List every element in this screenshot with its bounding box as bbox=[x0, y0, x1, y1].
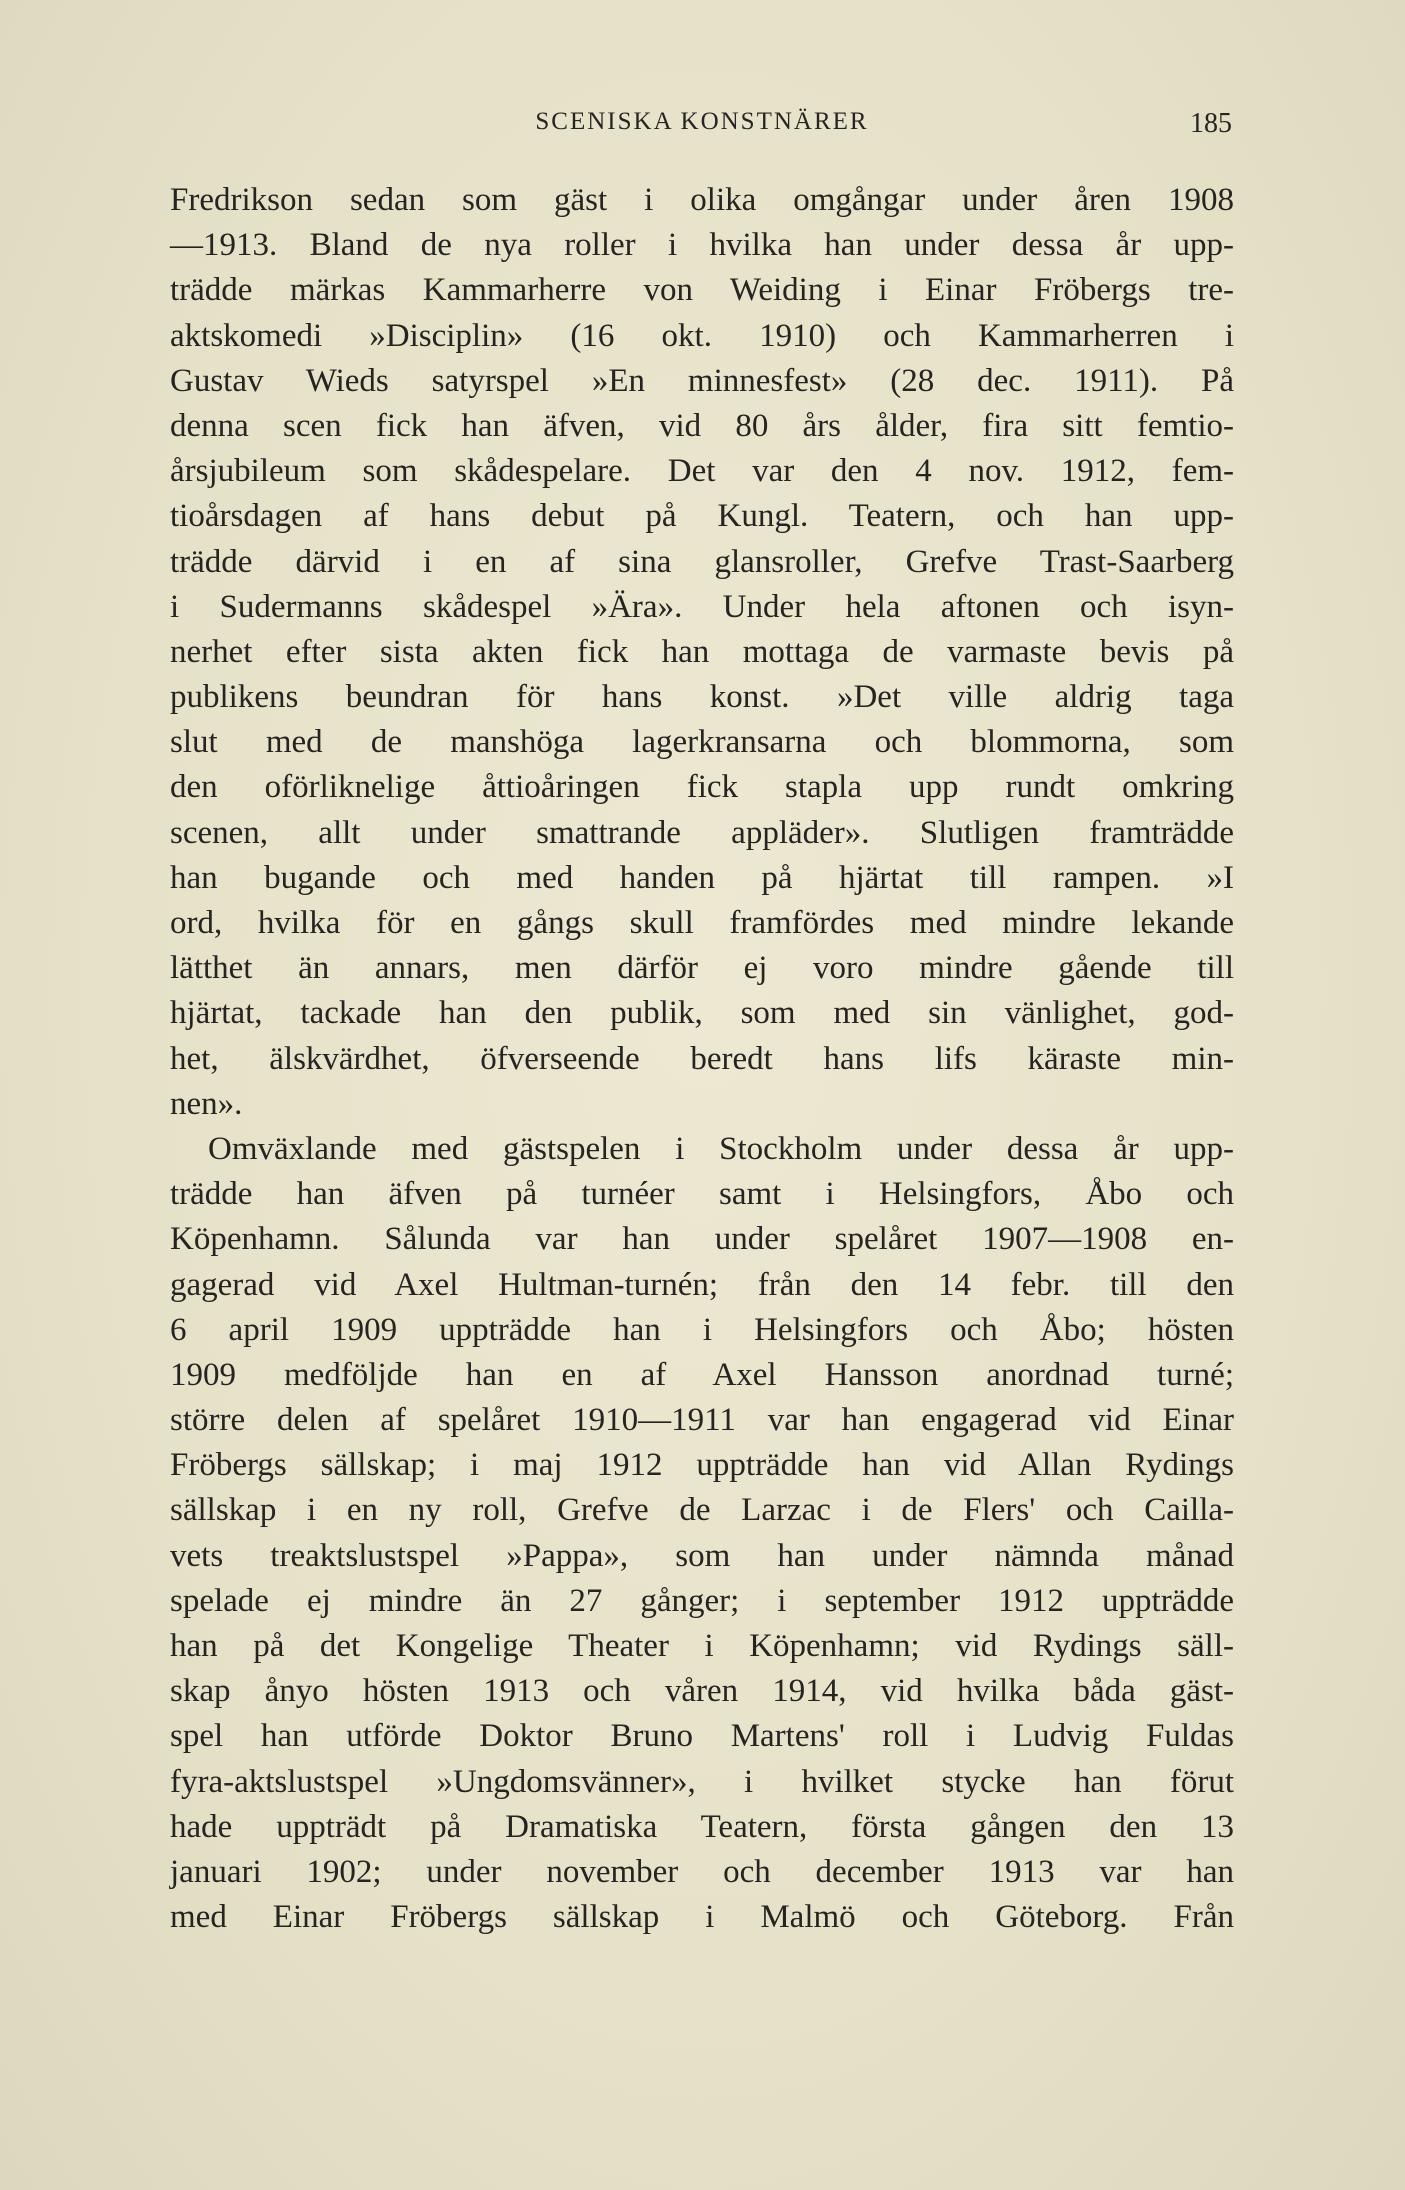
text-line: ord, hvilka för en gångs skull framfördes med mindre lekande bbox=[170, 905, 1234, 941]
text-line: hjärtat, tackade han den publik, som med sin vänlighet, god- bbox=[170, 995, 1234, 1032]
text-line: januari 1902; under november och december 1913 var han bbox=[170, 1853, 1234, 1890]
text-line: —1913. Bland de nya roller i hvilka han under dessa år upp- bbox=[170, 227, 1234, 264]
text-line: denna scen fick han äfven, vid 80 års ålder, fira sitt femtio- bbox=[170, 407, 1234, 444]
text-line: 1909 medföljde han en af Axel Hansson anordnad turné; bbox=[170, 1356, 1234, 1393]
text-line: Fröbergs sällskap; i maj 1912 uppträdde han vid Allan Rydings bbox=[170, 1447, 1234, 1484]
running-head: SCENISKA KONSTNÄRER bbox=[535, 108, 869, 135]
text-line: het, älskvärdhet, öfverseende beredt hans lifs käraste min- bbox=[170, 1040, 1234, 1077]
text-line: årsjubileum som skådespelare. Det var den 4 nov. 1912, fem- bbox=[170, 453, 1234, 490]
text-line: spel han utförde Doktor Bruno Martens' roll i Ludvig Fuldas bbox=[170, 1718, 1234, 1755]
text-line: trädde märkas Kammarherre von Weiding i Einar Fröbergs tre- bbox=[170, 272, 1234, 309]
text-line: publikens beundran för hans konst. »Det ville aldrig taga bbox=[170, 679, 1234, 716]
text-line: med Einar Fröbergs sällskap i Malmö och Göteborg. Från bbox=[170, 1899, 1234, 1936]
text-line: han bugande och med handen på hjärtat till rampen. »I bbox=[170, 859, 1234, 896]
text-line: han på det Kongelige Theater i Köpenhamn; vid Rydings säll- bbox=[170, 1628, 1234, 1664]
text-line: Fredrikson sedan som gäst i olika omgångar under åren 1908 bbox=[170, 182, 1234, 218]
text-line: vets treaktslustspel »Pappa», som han under nämnda månad bbox=[170, 1537, 1234, 1574]
text-line: större delen af spelåret 1910—1911 var han engagerad vid Einar bbox=[170, 1402, 1234, 1439]
text-line: aktskomedi »Disciplin» (16 okt. 1910) och Kammarherren i bbox=[170, 317, 1234, 354]
page-header bbox=[172, 108, 1232, 148]
text-line: gagerad vid Axel Hultman-turnén; från den 14 febr. till den bbox=[170, 1266, 1234, 1303]
text-line: fyra-aktslustspel »Ungdomsvänner», i hvilket stycke han förut bbox=[170, 1763, 1234, 1800]
text-line-paragraph-end: nen». bbox=[170, 1085, 243, 1122]
text-line: scenen, allt under smattrande appläder». Slutligen framträdde bbox=[170, 814, 1234, 851]
text-line: trädde därvid i en af sina glansroller, Grefve Trast-Saarberg bbox=[170, 543, 1234, 580]
text-line: lätthet än annars, men därför ej voro mindre gående till bbox=[170, 950, 1234, 987]
text-line: tioårsdagen af hans debut på Kungl. Teatern, och han upp- bbox=[170, 498, 1234, 535]
text-line: 6 april 1909 uppträdde han i Helsingfors och Åbo; hösten bbox=[170, 1311, 1234, 1348]
text-line: den oförliknelige åttioåringen fick stapla upp rundt omkring bbox=[170, 769, 1234, 806]
text-line: Gustav Wieds satyrspel »En minnesfest» (28 dec. 1911). På bbox=[170, 362, 1234, 399]
text-line-paragraph-start: Omväxlande med gästspelen i Stockholm under dessa år upp- bbox=[208, 1130, 1234, 1167]
text-line: skap ånyo hösten 1913 och våren 1914, vid hvilka båda gäst- bbox=[170, 1673, 1234, 1710]
text-line: trädde han äfven på turnéer samt i Helsingfors, Åbo och bbox=[170, 1176, 1234, 1213]
body-text bbox=[170, 178, 1234, 1940]
text-line: slut med de manshöga lagerkransarna och blommorna, som bbox=[170, 724, 1234, 761]
page-number: 185 bbox=[1190, 108, 1232, 139]
text-line: Köpenhamn. Sålunda var han under spelåret 1907—1908 en- bbox=[170, 1221, 1234, 1258]
text-line: hade uppträdt på Dramatiska Teatern, första gången den 13 bbox=[170, 1808, 1234, 1845]
text-line: i Sudermanns skådespel »Ära». Under hela aftonen och isyn- bbox=[170, 588, 1234, 625]
text-line: sällskap i en ny roll, Grefve de Larzac i de Flers' och Cailla- bbox=[170, 1492, 1234, 1529]
text-line: spelade ej mindre än 27 gånger; i september 1912 uppträdde bbox=[170, 1582, 1234, 1619]
text-line: nerhet efter sista akten fick han mottaga de varmaste bevis på bbox=[170, 633, 1234, 670]
